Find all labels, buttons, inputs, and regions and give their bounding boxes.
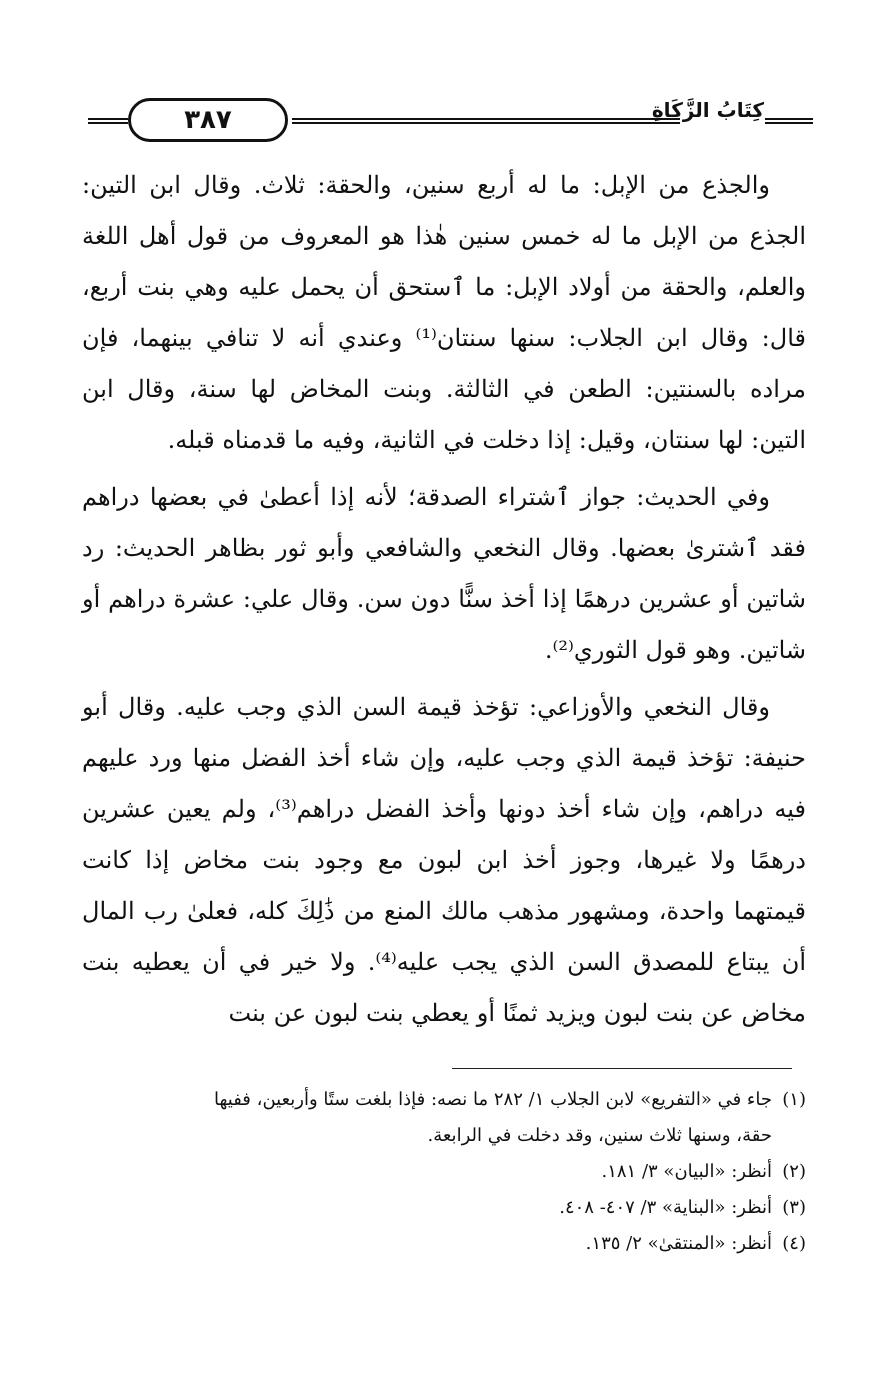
footnote-separator [452,1068,792,1069]
footnote-1 [82,1082,806,1118]
main-text [82,160,806,1045]
footnote-number: (٢) [782,1161,806,1182]
footnotes [82,1082,806,1262]
footnote-4 [82,1226,806,1262]
footnote-number: (٣) [782,1197,806,1218]
header-rule-middle [292,118,680,124]
footnote-text: أنظر: «البيان» ٣/ ١٨١. [601,1161,772,1182]
paragraph-1: والجذع من الإبل: ما له أربع سنين، والحقة: ثلاث. وقال ابن التين: الجذع من الإبل ما له خمس سنين هٰذا هو المعروف من قول أهل اللغة والعلم، والحقة من أولاد الإبل: ما ٱستحق أن يحمل عليه وهي بنت أربع، قال: وقال ابن الجلاب: سنها سنتان⁽¹⁾ وعندي أنه لا تنافي بينهما، فإن مراده بالسنتين: الطعن في الثالثة. وبنت المخاض لها سنة، وقال ابن التين: لها سنتان، وقيل: إذا دخلت في الثانية، وفيه ما قدمناه قبله. [82,171,806,454]
paragraph-2: وفي الحديث: جواز ٱشتراء الصدقة؛ لأنه إذا أعطىٰ في بعضها دراهم فقد ٱشترىٰ بعضها. وقال النخعي والشافعي وأبو ثور بظاهر الحديث: رد شاتين أو عشرين درهمًا إذا أخذ سنًّا دون سن. وقال علي: عشرة دراهم أو شاتين. وهو قول الثوري⁽²⁾. [82,483,807,664]
footnote-number: (١) [782,1089,806,1110]
footnote-3 [82,1190,806,1226]
header-rule-left [88,118,128,124]
footnote-text: جاء في «التفريع» لابن الجلاب ١/ ٢٨٢ ما نصه: فإذا بلغت ستًا وأربعين، ففيها [213,1089,772,1110]
page-number-badge [128,98,288,142]
paragraph-3: وقال النخعي والأوزاعي: تؤخذ قيمة السن الذي وجب عليه. وقال أبو حنيفة: تؤخذ قيمة الذي وجب عليه، وإن شاء أخذ الفضل منها ورد عليهم فيه دراهم، وإن شاء أخذ دونها وأخذ الفضل دراهم⁽³⁾، ولم يعين عشرين درهمًا ولا غيرها، وجوز أخذ ابن لبون مع وجود بنت مخاض إذا كانت قيمتهما واحدة، ومشهور مذهب مالك المنع من ذَٰلِكَ كله، فعلىٰ رب المال أن يبتاع للمصدق السن الذي يجب عليه⁽⁴⁾. ولا خير في أن يعطيه بنت مخاض عن بنت لبون ويزيد ثمنًا أو يعطي بنت لبون عن بنت [82,693,806,1027]
page-header [80,88,810,148]
book-title: كِتَابُ الزَّكَاةِ [651,98,764,122]
page-number: ٣٨٧ [184,105,232,135]
footnote-number: (٤) [782,1233,806,1254]
footnote-text: أنظر: «المنتقىٰ» ٢/ ١٣٥. [585,1233,772,1254]
footnote-1-continuation: حقة، وسنها ثلاث سنين، وقد دخلت في الرابعة. [427,1125,772,1146]
header-rule-right [765,118,813,124]
footnote-text: أنظر: «البناية» ٣/ ٤٠٧- ٤٠٨. [559,1197,772,1218]
footnote-2 [82,1154,806,1190]
